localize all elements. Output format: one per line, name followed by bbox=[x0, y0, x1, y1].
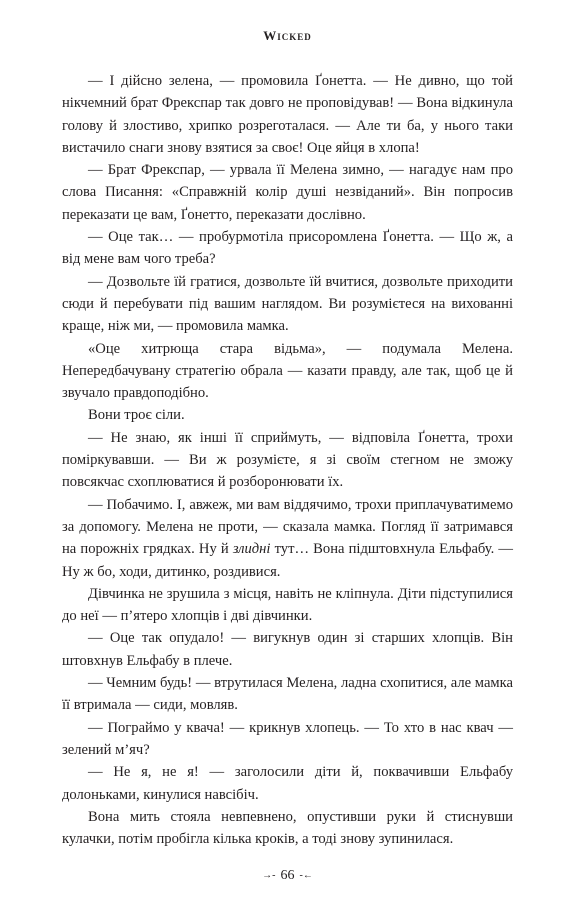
paragraph: Вони троє сіли. bbox=[88, 407, 185, 424]
body-text bbox=[62, 70, 513, 850]
paragraph-text: — Побачимо. І, авжеж, ми вам віддячимо, трохи приплачуватимемо за допомогу. Мелена не проти, — сказала мамка. Погляд її затримався на порожніх грядках. Ну й bbox=[62, 496, 513, 558]
page-footer bbox=[0, 868, 575, 884]
ornament-right-icon: -← bbox=[299, 870, 313, 881]
paragraph: — Не знаю, як інші її сприймуть, — відповіла Ґонетта, трохи поміркувавши. — Ви ж розумієте, я зі своїм стегном не зможу повсякчас схоплюватися й розборонювати їх. bbox=[62, 429, 513, 491]
italic-word: злидні bbox=[232, 541, 271, 558]
paragraph: — І дійсно зелена, — промовила Ґонетта. — Не дивно, що той нікчемний брат Фрекспар так довго не проповідував! — Вона відкинула голову й злостиво, хрипко розреготалася. — Але ти ба, у нього таки вистачило снаги знову взятися за своє! Оце яйця в хлопа! bbox=[62, 73, 513, 156]
paragraph: — Брат Фрекспар, — урвала її Мелена зимно, — нагадує нам про слова Писання: «Справжній колір душі незвіданий». Він попросив переказати це вам, Ґонетто, переказати дослівно. bbox=[62, 162, 513, 223]
ornament-left-icon: →- bbox=[262, 870, 276, 881]
paragraph: — Чемним будь! — втрутилася Мелена, ладна схопитися, але мамка її втримала — сиди, мовляв. bbox=[62, 675, 513, 714]
paragraph: — Оце так опудало! — вигукнув один зі старших хлопців. Він штовхнув Ельфабу в плече. bbox=[62, 630, 513, 669]
paragraph: Дівчинка не зрушила з місця, навіть не кліпнула. Діти підступилися до неї — п’ятеро хлопців і дві дівчинки. bbox=[62, 585, 513, 625]
paragraph: Вона мить стояла невпевнено, опустивши руки й стиснувши кулачки, потім пробігла кілька кроків, а тоді знову зупинилася. bbox=[62, 808, 513, 848]
paragraph-text: тут… Вона підштовхнула Ельфабу. — Ну ж бо, ходи, дитинко, роздивися. bbox=[62, 541, 513, 580]
paragraph: — Оце так… — пробурмотіла присоромлена Ґонетта. — Що ж, а від мене вам чого треба? bbox=[62, 229, 513, 268]
running-header: Wicked bbox=[263, 28, 312, 43]
paragraph: «Оце хитрюща стара відьма», — подумала Мелена. Непередбачувану стратегію обрала — казати правду, але так, щоб це й звучало правдоподібно. bbox=[62, 340, 513, 402]
paragraph: — Дозвольте їй гратися, дозвольте їй вчитися, дозвольте приходити сюди й перебувати під вашим наглядом. Ви розумієтеся на вихованні краще, ніж ми, — промовила мамка. bbox=[62, 273, 513, 335]
paragraph: — Пограймо у квача! — крикнув хлопець. — То хто в нас квач — зелений м’яч? bbox=[62, 719, 513, 758]
paragraph bbox=[62, 494, 513, 583]
page-number: 66 bbox=[280, 868, 295, 883]
paragraph: — Не я, не я! — заголосили діти й, поквачивши Ельфабу долоньками, кинулися навсібіч. bbox=[62, 764, 513, 803]
